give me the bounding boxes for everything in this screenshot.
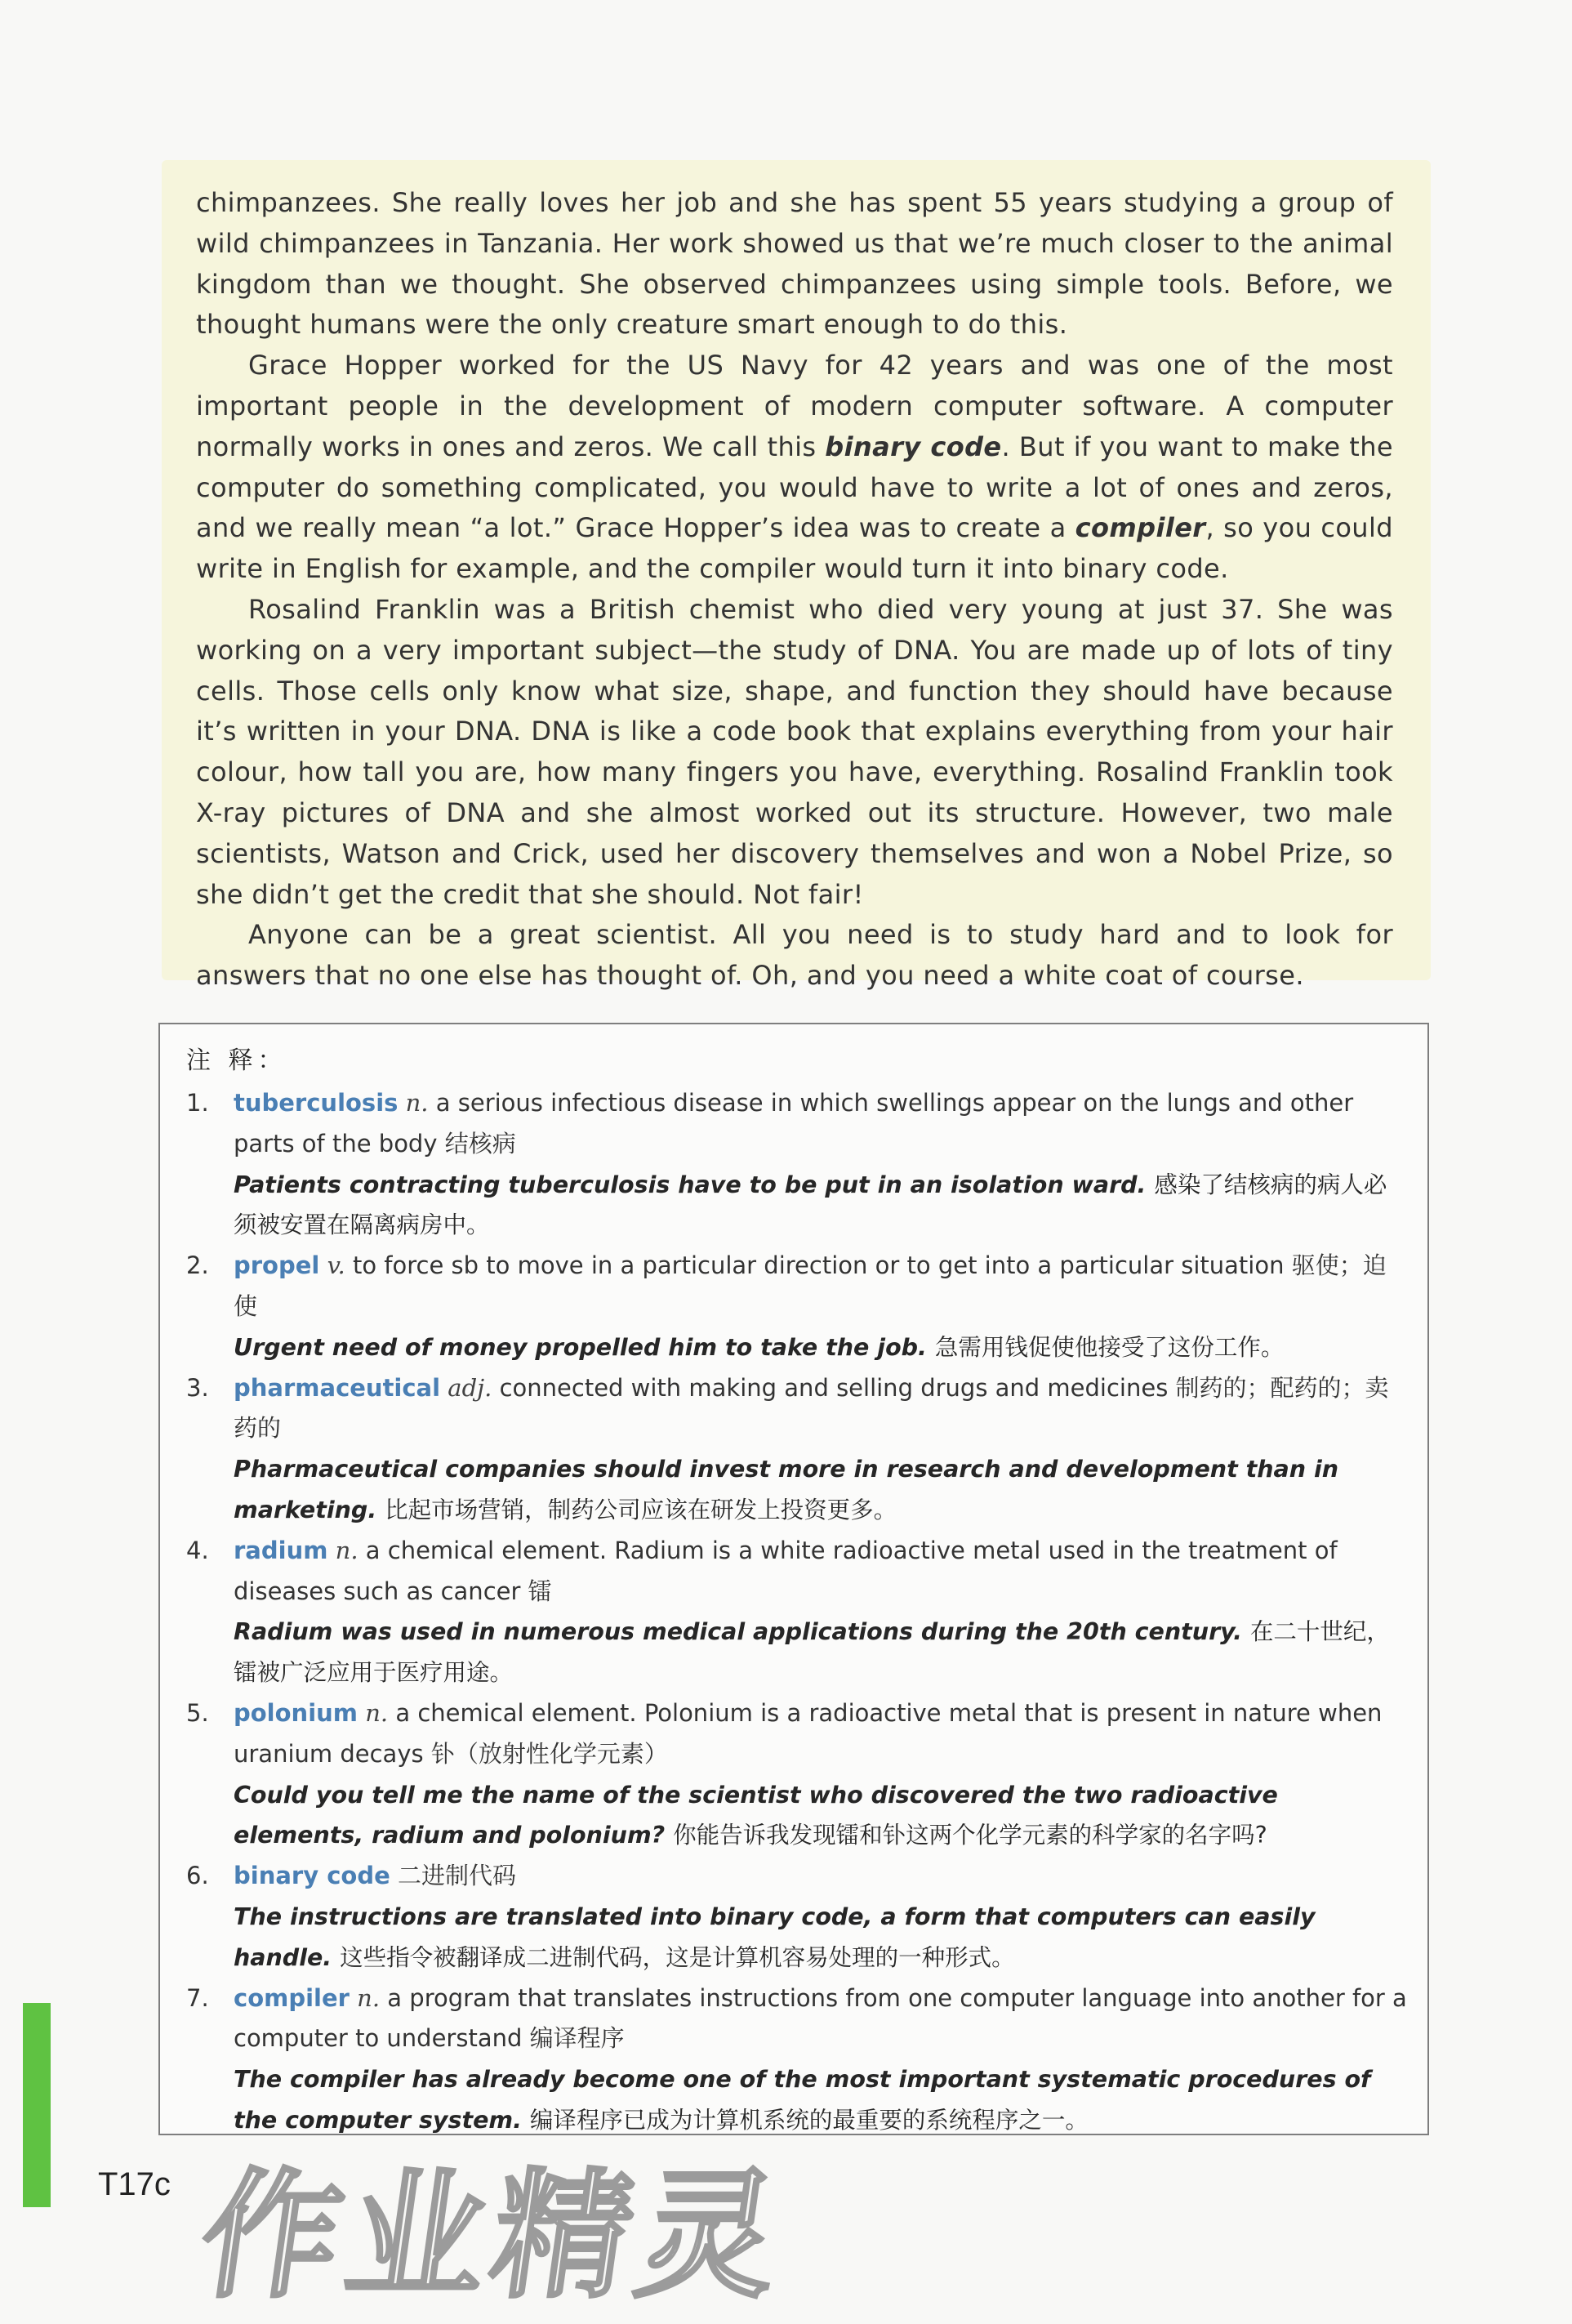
note-example: Could you tell me the name of the scientist who discovered the two radioactive elements, radium and polonium? (234, 1781, 1278, 1849)
note-item-7 (186, 1978, 1409, 2141)
note-item-1 (186, 1083, 1409, 1246)
page-number: T17c (98, 2166, 171, 2202)
note-number: 1. (186, 1089, 209, 1117)
paragraph-2-text-c: , so you could write in English for example, and the compiler would turn it into binary code. (196, 512, 1393, 585)
keyword-binary-code: binary code (825, 430, 1002, 462)
note-translation: 比起市场营销，制药公司应该在研发上投资更多。 (385, 1496, 897, 1523)
note-definition: to force sb to move in a particular direction or to get into a particular situation 驱使；迫使 (234, 1251, 1387, 1320)
paragraph-2 (196, 346, 1393, 590)
note-definition: a program that translates instructions from one computer language into another for a computer to understand 编译程序 (234, 1983, 1407, 2053)
note-pos: adj. (448, 1373, 492, 1402)
paragraph-2-text-a: Grace Hopper worked for the US Navy for 42 years and was one of the most important people in the development of modern computer software. A computer normally works in ones and zeros. We call this (196, 350, 1393, 462)
note-number: 2. (186, 1251, 209, 1280)
note-term: pharmaceutical (234, 1373, 441, 1402)
reading-passage (162, 160, 1431, 992)
note-translation: 在二十世纪，镭被广泛应用于医疗用途。 (234, 1618, 1390, 1687)
paragraph-1 (196, 183, 1393, 346)
note-term: binary code (234, 1862, 390, 1890)
note-pos: n. (335, 1536, 358, 1564)
note-item-2 (186, 1246, 1409, 1367)
note-example: Pharmaceutical companies should invest more in research and development than in marketing. (234, 1456, 1339, 1523)
note-translation: 感染了结核病的病人必须被安置在隔离病房中。 (234, 1171, 1387, 1239)
note-pos: n. (357, 1983, 381, 2012)
paragraph-1-text: chimpanzees. She really loves her job and she has spent 55 years studying a group of wild chimpanzees in Tanzania. Her work showed us that we’re much closer to the animal kingdom than we thought. She observed chimpanzees using simple tools. Before, we thought humans were the only creature smart enough to do this. (196, 187, 1393, 341)
note-number: 5. (186, 1698, 209, 1727)
note-term: propel (234, 1251, 320, 1280)
paragraph-2-text-b: . But if you want to make the computer do something complicated, you would have to write a lot of ones and zeros, and we really mean “a lot.” Grace Hopper’s idea was to create a (196, 430, 1393, 544)
note-number: 6. (186, 1862, 209, 1890)
keyword-compiler: compiler (1075, 512, 1206, 544)
note-example: Urgent need of money propelled him to take the job. (234, 1333, 927, 1361)
note-definition: a chemical element. Polonium is a radioactive metal that is present in nature when uranium decays 钋（放射性化学元素） (234, 1698, 1383, 1768)
paragraph-4-text: Anyone can be a great scientist. All you need is to study hard and to look for answers that no one else has thought of. Oh, and you need a white coat of course. (196, 919, 1393, 992)
note-term: polonium (234, 1698, 358, 1727)
note-translation: 编译程序已成为计算机系统的最重要的系统程序之一。 (529, 2106, 1089, 2134)
note-definition: connected with making and selling drugs and medicines 制药的；配药的；卖药的 (234, 1373, 1389, 1443)
paragraph-4 (196, 915, 1393, 997)
notes-box (158, 1023, 1429, 2135)
note-example: The compiler has already become one of the most important systematic procedures of the computer system. (234, 2066, 1371, 2134)
note-number: 3. (186, 1373, 209, 1402)
note-item-6 (186, 1856, 1409, 1978)
note-item-3 (186, 1368, 1409, 1531)
note-translation: 这些指令被翻译成二进制代码，这是计算机容易处理的一种形式。 (340, 1943, 1015, 1971)
note-pos: n. (365, 1698, 389, 1727)
note-item-4 (186, 1531, 1409, 1693)
note-term: compiler (234, 1983, 350, 2012)
note-definition: 二进制代码 (397, 1862, 516, 1890)
note-number: 4. (186, 1536, 209, 1564)
note-number: 7. (186, 1983, 209, 2012)
note-term: radium (234, 1536, 328, 1564)
note-pos: v. (327, 1251, 345, 1280)
note-example: Patients contracting tuberculosis have to be put in an isolation ward. (234, 1171, 1147, 1198)
paragraph-3 (196, 590, 1393, 915)
note-example: Radium was used in numerous medical applications during the 20th century. (234, 1618, 1242, 1646)
note-example: The instructions are translated into binary code, a form that computers can easily handle. (234, 1902, 1316, 1971)
note-translation: 急需用钱促使他接受了这份工作。 (934, 1333, 1285, 1361)
watermark-logo: 作业精灵 (190, 2156, 795, 2317)
page-edge-marker (23, 2003, 51, 2207)
note-translation: 你能告诉我发现镭和钋这两个化学元素的科学家的名字吗? (673, 1822, 1267, 1849)
notes-heading: 注 释： (186, 1046, 287, 1075)
note-definition: a chemical element. Radium is a white radioactive metal used in the treatment of diseases such as cancer 镭 (234, 1536, 1338, 1605)
paragraph-3-text: Rosalind Franklin was a British chemist who died very young at just 37. She was working on a very important subject—the study of DNA. You are made up of lots of tiny cells. Those cells only know what size, shape, and function they should have because it’s written in your DNA. DNA is like a code book that explains everything from your hair colour, how tall you are, how many fingers you have, everything. Rosalind Franklin took X-ray pictures of DNA and she almost worked out its structure. However, two male scientists, Watson and Crick, used her discovery themselves and won a Nobel Prize, so she didn’t get the credit that she should. Not fair! (196, 593, 1393, 910)
note-definition: a serious infectious disease in which swellings appear on the lungs and other parts of the body 结核病 (234, 1089, 1354, 1158)
note-term: tuberculosis (234, 1089, 399, 1117)
note-pos: n. (405, 1089, 429, 1117)
note-item-5 (186, 1693, 1409, 1856)
